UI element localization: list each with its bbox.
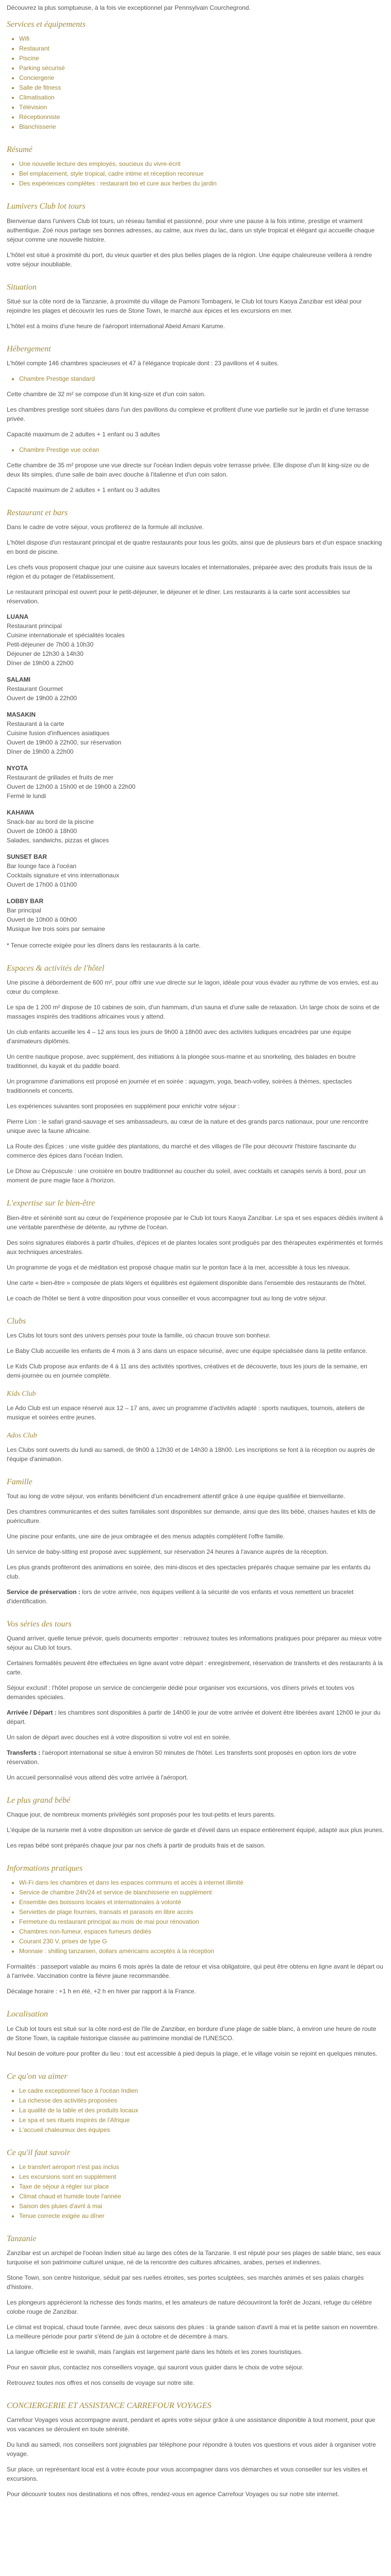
paragraph: Le coach de l'hôtel se tient à votre disposition pour vous conseiller et vous accompagner tout au long de votre séjour. <box>7 1294 328 1302</box>
paragraph: Les expériences suivantes sont proposées en supplément pour enrichir votre séjour : <box>7 1103 240 1110</box>
services-list <box>7 34 384 131</box>
list-item: • Les excursions sont en supplément <box>19 2172 384 2181</box>
paragraph: L'équipe de la nurserie met à votre disposition un service de garde et d'éveil dans un espace entièrement équipé, adapté aux plus jeunes. <box>7 1826 384 1834</box>
inline-label: Transferts : <box>7 1749 41 1757</box>
list-item: • Wi-Fi dans les chambres et dans les espaces communs et accès à internet illimité <box>19 1878 384 1887</box>
list-item: • Serviettes de plage fournies, transats et parasols en libre accès <box>19 1907 384 1917</box>
inline-label: Arrivée / Départ : <box>7 1709 57 1717</box>
paragraph: Les plongeurs apprécieront la richesse des fonds marins, et les amateurs de nature découvriront la forêt de Jozani, refuge du célèbre colobe rouge de Zanzibar. <box>7 2299 372 2316</box>
situation-title: Situation <box>7 282 37 292</box>
venue-name: LOBBY BAR <box>7 897 44 905</box>
paragraph: L'hôtel compte 146 chambres spacieuses et 47 à l'élégance tropicale dont : 23 pavillons et 4 suites. <box>7 359 279 367</box>
paragraph: Capacité maximum de 2 adultes + 1 enfant ou 3 adultes <box>7 486 160 494</box>
services-title: Services et équipements <box>7 20 86 29</box>
paragraph: La Route des Épices : une visite guidée des plantations, du marché et des villages de l'île pour découvrir l'histoire fascinante du commerce des épices dans l'océan Indien. <box>7 1143 356 1160</box>
venue-block <box>7 710 384 756</box>
paragraph: Bienvenue dans l'univers Club lot tours, un réseau familial et passionné, pour vivre une pause à la fois intime, prestige et vraiment authentique. Zoé nous partage ses bonnes adresses, au calme, aux rives du lac, dans un style tropical et élégant qui accueille chaque séjour comme une nouvelle histoire. <box>7 217 375 243</box>
paragraph: Un accueil personnalisé vous attend dès votre arrivée à l'aéroport. <box>7 1774 188 1782</box>
paragraph: Les repas bébé sont préparés chaque jour par nos chefs à partir de produits frais et de saison. <box>7 1842 266 1850</box>
infos-list <box>7 1878 384 1956</box>
paragraph: Le Kids Club propose aux enfants de 4 à 11 ans des activités sportives, créatives et de découverte, tous les jours de la semaine, en demi-journée ou en journée complète. <box>7 1362 367 1379</box>
list-item: • Saison des pluies d'avril à mai <box>19 2201 384 2211</box>
paragraph: Le Club lot tours est situé sur la côte nord-est de l'île de Zanzibar, en bordure d'une plage de sable blanc, à environ une heure de route de Stone Town, la capitale historique classée au patrimoine mondial de l'UNESCO. <box>7 2025 377 2042</box>
inline-label: Service de préservation : <box>7 1588 80 1596</box>
paragraph: Nul besoin de voiture pour profiter du lieu : tout est accessible à pied depuis la plage, et le village voisin se rejoint en quelques minutes. <box>7 2049 378 2057</box>
aimer-list <box>7 2086 384 2134</box>
list-item: • L'accueil chaleureux des équipes <box>19 2125 384 2134</box>
conciergerie-title: CONCIERGERIE ET ASSISTANCE CARREFOUR VOYAGES <box>7 2401 211 2411</box>
list-item: • Le transfert aéroport n'est pas inclus <box>19 2162 384 2172</box>
list-item: • Monnaie : shilling tanzanien, dollars américains acceptés à la réception <box>19 1946 384 1956</box>
list-item: • Climatisation <box>19 93 384 102</box>
localisation-title: Localisation <box>7 2010 48 2019</box>
venue-block <box>7 808 384 845</box>
venue-block <box>7 764 384 801</box>
venue-name: KAHAWA <box>7 809 35 817</box>
list-item: • La qualité de la table et des produits locaux <box>19 2106 384 2115</box>
vacances-title: Vos séries des tours <box>7 1619 72 1629</box>
paragraph: Sur place, un représentant local est à votre écoute pour vous accompagner dans vos démarches et vous conseiller sur les visites et excursions. <box>7 2466 368 2483</box>
important-list <box>7 2162 384 2221</box>
espaces-title: Espaces & activités de l'hôtel <box>7 964 105 973</box>
paragraph: Les Clubs sont ouverts du lundi au samedi, de 9h00 à 12h30 et de 14h30 à 18h00. Les inscriptions se font à la réception ou auprès de l'équipe d'animation. <box>7 1446 375 1463</box>
infos-title: Informations pratiques <box>7 1864 83 1873</box>
paragraph: Situé sur la côte nord de la Tanzanie, à proximité du village de Pamoni Tombageni, le Club lot tours Kaoya Zanzibar est idéal pour rejoindre les plages et découvrir les rues de Stone Town, le marché aux épices et les excursions en mer. <box>7 297 362 314</box>
intro-text: Découvrez la plus somptueuse, à la fois vie exceptionnel par Pennsylvain Courchegrond. <box>7 4 251 11</box>
paragraph: Formalités : passeport valable au moins 6 mois après la date de retour et visa obligatoire, qui peut être obtenu en ligne avant le départ ou à l'arrivée. Vaccination contre la fièvre jaune recommandée. <box>7 1963 383 1980</box>
paragraph: Cette chambre de 35 m² propose une vue directe sur l'océan Indien depuis votre terrasse privée. Elle dispose d'un lit king-size ou de deux lits simples, d'une salle de bain avec douche à l'italienne et d'un coin salon. <box>7 461 369 478</box>
paragraph: L'hôtel dispose d'un restaurant principal et de quatre restaurants pour tous les goûts, ainsi que de plusieurs bars et d'un espace snacking en bord de piscine. <box>7 539 382 556</box>
paragraph: Le restaurant principal est ouvert pour le petit-déjeuner, le déjeuner et le dîner. Les restaurants à la carte sont accessibles sur réservation. <box>7 588 351 605</box>
important-title: Ce qu'il faut savoir <box>7 2148 70 2157</box>
list-item: • Des expériences complètes : restaurant bio et cure aux herbes du jardin <box>19 179 384 188</box>
venue-line: Restaurant Gourmet <box>7 685 63 693</box>
room-type-heading <box>7 445 384 454</box>
resume-list <box>7 159 384 188</box>
list-item: • Chambre Prestige vue océan <box>19 445 384 454</box>
inline-text: l'aéroport international se situe à environ 50 minutes de l'hôtel. Les transferts sont proposés en option lors de votre réservation. <box>7 1749 356 1766</box>
paragraph: Du lundi au samedi, nos conseillers sont joignables par téléphone pour répondre à toutes vos questions et vous aider à organiser votre voyage. <box>7 2441 376 2458</box>
list-item: • Blanchisserie <box>19 122 384 131</box>
venue-line: Cuisine internationale et spécialités locales <box>7 632 125 639</box>
paragraph: Bien-être et sérénité sont au cœur de l'expérience proposée par le Club lot tours Kaoya Zanzibar. Le spa et ses espaces dédiés invitent à une véritable parenthèse de détente, au rythme de l'océan. <box>7 1214 383 1231</box>
list-item: • Tenue correcte exigée au dîner <box>19 2211 384 2221</box>
venue-line: Snack-bar au bord de la piscine <box>7 818 94 826</box>
paragraph: Un service de baby-sitting est proposé avec supplément, sur réservation 24 heures à l'avance auprès de la réception. <box>7 1548 329 1555</box>
paragraph: Quand arriver, quelle tenue prévoir, quels documents emporter : retrouvez toutes les informations pratiques pour préparer au mieux votre séjour au Club lot tours. <box>7 1635 382 1652</box>
venue-line: Restaurant de grillades et fruits de mer <box>7 774 113 782</box>
venue-line: Ouvert de 12h00 à 15h00 et de 19h00 à 22h00 <box>7 783 136 791</box>
paragraph: Des soins signatures élaborés à partir d'huiles, d'épices et de plantes locales sont prodigués par des thérapeutes expérimentés et formés aux techniques ancestrales. <box>7 1239 383 1256</box>
list-item: • Salle de fitness <box>19 83 384 92</box>
paragraph: Chaque jour, de nombreux moments privilégiés sont proposés pour les tout-petits et leurs parents. <box>7 1811 275 1819</box>
famille-title: Famille <box>7 1477 32 1486</box>
paragraph: Certaines formalités peuvent être effectuées en ligne avant votre départ : enregistrement, réservation de transferts et des restaurants à la carte. <box>7 1659 383 1676</box>
paragraph: Un centre nautique propose, avec supplément, des initiations à la plongée sous-marine et au snorkeling, des balades en boutre traditionnel, du kayak et du paddle board. <box>7 1053 356 1070</box>
venue-block <box>7 612 384 668</box>
paragraph: Séjour exclusif : l'hôtel propose un service de conciergerie dédié pour organiser vos excursions, vos dîners privés et toutes vos demandes spéciales. <box>7 1684 354 1701</box>
paragraph: La langue officielle est le swahili, mais l'anglais est largement parlé dans les hôtels et les zones touristiques. <box>7 2348 303 2356</box>
expertise-title: L'expertise sur le bien-être <box>7 1199 95 1208</box>
paragraph: Le spa de 1 200 m² dispose de 10 cabines de soin, d'un hammam, d'un sauna et d'une salle de relaxation. Un large choix de soins et de massages inspirés des traditions africaines vous y attend. <box>7 1004 380 1021</box>
list-item: • Restaurant <box>19 44 384 53</box>
paragraph: Tout au long de votre séjour, vos enfants bénéficient d'un encadrement attentif grâce à une équipe qualifiée et bienveillante. <box>7 1492 346 1500</box>
paragraph: Les chambres prestige sont situées dans l'un des pavillons du complexe et profitent d'une vue partielle sur le jardin et d'une terrasse privée. <box>7 405 369 422</box>
venue-line: Restaurant principal <box>7 622 62 630</box>
paragraph: L'hôtel est à moins d'une heure de l'aéroport international Abeid Amani Karume. <box>7 322 225 330</box>
paragraph: Dans le cadre de votre séjour, vous profiterez de la formule all inclusive. <box>7 523 204 531</box>
paragraph: Le climat est tropical, chaud toute l'année, avec deux saisons des pluies : la grande saison d'avril à mai et la petite saison en novembre. La meilleure période pour partir s'étend de juin à octobre et de décembre à mars. <box>7 2324 379 2341</box>
lieu-title: Lumivers Club lot tours <box>7 202 86 211</box>
list-item: • Conciergerie <box>19 73 384 82</box>
list-item: • Parking sécurisé <box>19 63 384 73</box>
list-item: • Le cadre exceptionnel face à l'océan Indien <box>19 2086 384 2095</box>
venue-line: Déjeuner de 12h30 à 14h30 <box>7 650 84 658</box>
venue-line: Cuisine fusion d'influences asiatiques <box>7 730 110 737</box>
venue-name: LUANA <box>7 613 28 621</box>
list-item: • Service de chambre 24h/24 et service de blanchisserie en supplément <box>19 1888 384 1897</box>
list-item: • Climat chaud et humide toute l'année <box>19 2192 384 2201</box>
paragraph: Un club enfants accueille les 4 – 12 ans tous les jours de 9h00 à 18h00 avec des activités ludiques encadrées par une équipe d'animateurs diplômés. <box>7 1028 351 1045</box>
list-item: • Wifi <box>19 34 384 43</box>
aimer-title: Ce qu'on va aimer <box>7 2072 68 2081</box>
venue-name: SUNSET BAR <box>7 853 47 861</box>
venue-name: SALAMI <box>7 676 30 684</box>
paragraph: Le Ado Club est un espace réservé aux 12 – 17 ans, avec un programme d'activités adapté : sports nautiques, tournois, ateliers de musique et soirées entre jeunes. <box>7 1404 365 1421</box>
paragraph: Cette chambre de 32 m² se compose d'un lit king-size et d'un coin salon. <box>7 390 206 398</box>
venue-name: NYOTA <box>7 765 28 772</box>
venue-line: Petit-déjeuner de 7h00 à 10h30 <box>7 641 94 649</box>
paragraph: Stone Town, son centre historique, séduit par ses ruelles étroites, ses portes sculptées, ses marchés animés et ses palais chargés d'histoire. <box>7 2274 364 2291</box>
paragraph: Une piscine pour enfants, une aire de jeux ombragée et des menus adaptés complètent l'offre famille. <box>7 1532 285 1540</box>
venue-line: Fermé le lundi <box>7 792 46 800</box>
paragraph: Un programme de yoga et de méditation est proposé chaque matin sur le ponton face à la mer, accessible à tous les niveaux. <box>7 1263 351 1271</box>
list-item: • Chambre Prestige standard <box>19 374 384 383</box>
venue-line: Bar principal <box>7 907 41 914</box>
venue-line: Ouvert de 19h00 à 22h00 <box>7 694 77 702</box>
hebergement-title: Hébergement <box>7 344 51 353</box>
list-item: • Bel emplacement, style tropical, cadre intime et réception reconnue <box>19 169 384 178</box>
venue-name: MASAKIN <box>7 711 36 719</box>
venue-line: Ouvert de 10h00 à 18h00 <box>7 827 77 835</box>
venue-line: Ouvert de 19h00 à 22h00, sur réservation <box>7 739 122 747</box>
venue-line: Dîner de 19h00 à 22h00 <box>7 659 74 667</box>
bebe-title: Le plus grand bébé <box>7 1796 71 1805</box>
inline-text: les chambres sont disponibles à partir de 14h00 le jour de votre arrivée et doivent être libérées avant 12h00 le jour du départ. <box>7 1709 381 1726</box>
inline-text: lors de votre arrivée, nos équipes veillent à la sécurité de vos enfants et vous remettent un bracelet d'identification. <box>7 1588 354 1605</box>
paragraph: Des chambres communicantes et des suites familiales sont disponibles sur demande, ainsi que des lits bébé, chaises hautes et kits de puériculture. <box>7 1507 376 1524</box>
paragraph: Zanzibar est un archipel de l'océan Indien situé au large des côtes de la Tanzanie. Il est réputé pour ses plages de sable blanc, ses eaux turquoise et son patrimoine culturel unique, né de la rencontre des cultures africaines, arabes, perses et indiennes. <box>7 2249 381 2266</box>
venue-line: Ouvert de 10h00 à 00h00 <box>7 916 77 924</box>
venue-line: Ouvert de 17h00 à 01h00 <box>7 881 77 889</box>
paragraph <box>7 1587 384 1606</box>
paragraph: Un programme d'animations est proposé en journée et en soirée : aquagym, yoga, beach-volley, soirées à thèmes, spectacles traditionnels et concerts. <box>7 1078 352 1095</box>
venue-line: Bar lounge face à l'océan <box>7 862 77 870</box>
tanzanie-title: Tanzanie <box>7 2234 37 2243</box>
restaurants-title: Restaurant et bars <box>7 508 68 517</box>
venue-line: Salades, sandwichs, pizzas et glaces <box>7 837 109 844</box>
venue-line: Restaurant à la carte <box>7 720 64 728</box>
paragraph: Pour découvrir toutes nos destinations et nos offres, rendez-vous en agence Carrefour Voyages ou sur notre site internet. <box>7 2490 339 2498</box>
paragraph: Décalage horaire : +1 h en été, +2 h en hiver par rapport à la France. <box>7 1988 196 1995</box>
resume-title: Résumé <box>7 145 32 155</box>
footnote: * Tenue correcte exigée pour les dîners dans les restaurants à la carte. <box>7 942 201 950</box>
list-item: • Ensemble des boissons locales et internationales à volonté <box>19 1897 384 1907</box>
list-item: • Fermeture du restaurant principal au mois de mai pour rénovation <box>19 1917 384 1926</box>
list-item: • Chambres non-fumeur, espaces fumeurs dédiés <box>19 1927 384 1936</box>
list-item: • Piscine <box>19 54 384 63</box>
list-item: • La richesse des activités proposées <box>19 2096 384 2105</box>
venue-line: Musique live trois soirs par semaine <box>7 925 105 933</box>
list-item: • Le spa et ses rituels inspirés de l'Afrique <box>19 2115 384 2125</box>
paragraph: Les plus grands profiteront des animations en soirée, des mini-discos et des spectacles préparés chaque semaine par les enfants du club. <box>7 1563 371 1580</box>
list-item: • Courant 230 V, prises de type G <box>19 1937 384 1946</box>
paragraph: Une carte « bien-être » composée de plats légers et équilibrés est également disponible dans l'ensemble des restaurants de l'hôtel. <box>7 1279 366 1286</box>
paragraph: Retrouvez toutes nos offres et nos conseils de voyage sur notre site. <box>7 2379 194 2387</box>
venue-line: Dîner de 19h00 à 22h00 <box>7 748 74 756</box>
paragraph: Le Baby Club accueille les enfants de 4 mois à 3 ans dans un espace sécurisé, avec une équipe spécialisée dans la petite enfance. <box>7 1347 368 1354</box>
list-item: • Réceptionniste <box>19 112 384 122</box>
venue-block <box>7 896 384 934</box>
room-type-heading <box>7 374 384 383</box>
paragraph: Carrefour Voyages vous accompagne avant, pendant et après votre séjour grâce à une assistance disponible à tout moment, pour que vos vacances se déroulent en toute sérénité. <box>7 2416 376 2433</box>
paragraph: Une piscine à débordement de 600 m², pour offrir une vue directe sur le lagon, idéale pour vous évader au rythme de vos envies, est au cœur du complexe. <box>7 979 379 996</box>
kids-club-title: Kids Club <box>7 1389 36 1398</box>
venue-block <box>7 675 384 703</box>
paragraph: Les Clubs lot tours sont des univers pensés pour toute la famille, où chacun trouve son bonheur. <box>7 1331 271 1339</box>
list-item: • Taxe de séjour à régler sur place <box>19 2182 384 2191</box>
paragraph: Le Dhow au Crépuscule : une croisière en boutre traditionnel au coucher du soleil, avec cocktails et canapés servis à bord, pour un moment de pure magie face à l'horizon. <box>7 1167 366 1184</box>
venue-line: Cocktails signature et vins internationaux <box>7 872 120 879</box>
paragraph <box>7 1708 384 1726</box>
paragraph: Un salon de départ avec douches est à votre disposition si votre vol est en soirée. <box>7 1734 231 1741</box>
list-item: • Télévision <box>19 103 384 112</box>
list-item: • Une nouvelle lecture des employés, soucieux du vivre-écrit <box>19 159 384 168</box>
paragraph: Pour en savoir plus, contactez nos conseillers voyage, qui sauront vous guider dans le choix de votre séjour. <box>7 2364 304 2371</box>
paragraph: Les chefs vous proposent chaque jour une cuisine aux saveurs locales et internationales, préparée avec des produits frais issus de la région et du potager de l'établissement. <box>7 564 372 581</box>
paragraph: Capacité maximum de 2 adultes + 1 enfant ou 3 adultes <box>7 430 160 438</box>
ados-club-title: Ados Club <box>7 1431 37 1439</box>
paragraph: Pierre Lion : le safari grand-sauvage et ses ambassadeurs, au cœur de la nature et des grands parcs nationaux, pour une rencontre unique avec la faune africaine. <box>7 1118 369 1135</box>
paragraph <box>7 1748 384 1767</box>
venue-block <box>7 852 384 889</box>
paragraph: L'hôtel est situé à proximité du port, du vieux quartier et des plus belles plages de la région. Une équipe chaleureuse veillera à rendre votre séjour inoubliable. <box>7 251 372 268</box>
clubs-title: Clubs <box>7 1316 26 1326</box>
